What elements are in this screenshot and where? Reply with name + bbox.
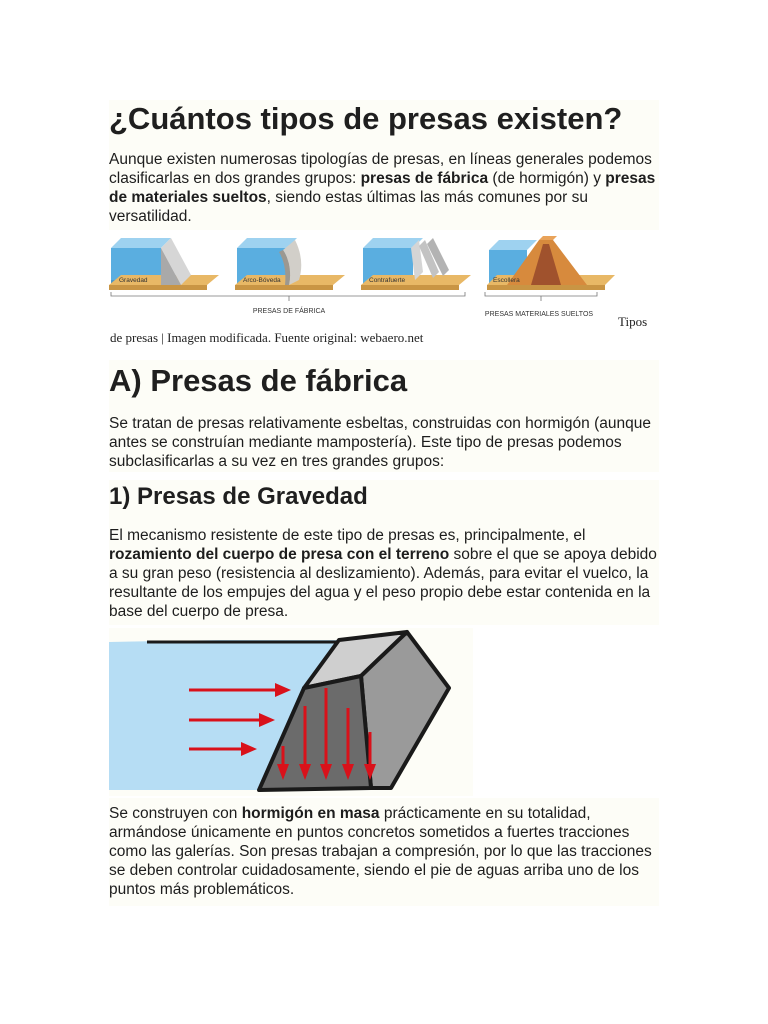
hormigon-bold-masa: hormigón en masa: [241, 805, 380, 822]
hormigon-text-2: prácticamente en su totalidad, armándose únicamente en puntos concretos sometidos a fuertes tracciones como las galerías. Son presas trabajan a compresión, por lo que las tracciones se deben controlar cuidadosamente, siendo el pie de aguas arriba uno de los puntos más problemáticos.: [109, 805, 652, 898]
intro-text-2: (de hormigón) y: [488, 170, 606, 187]
hormigon-paragraph: [109, 804, 659, 899]
section-gravedad: [109, 480, 659, 625]
figure-caption-a: Tipos: [618, 314, 648, 329]
intro-bold-fabrica: presas de fábrica: [360, 170, 489, 187]
dam-types-figure: [109, 230, 619, 322]
fabrica-paragraph: Se tratan de presas relativamente esbeltas, construidas con hormigón (aunque antes se construían mediante mampostería). Este tipo de presas podemos subclasificarlas a su vez en tres grandes grupos:: [109, 415, 651, 470]
section-gravedad-continued: [109, 798, 659, 906]
group-label-sueltos: PRESAS MATERIALES SUELTOS: [484, 311, 594, 318]
bracket-sueltos: [485, 292, 597, 301]
label-escollera: Escollera: [493, 277, 520, 284]
figure-caption-b: de presas | Imagen modificada. Fuente original: webaero.net: [110, 330, 424, 345]
gravedad-text-1: El mecanismo resistente de este tipo de presas es, principalmente, el: [109, 527, 586, 544]
heading-fabrica: A) Presas de fábrica: [109, 363, 408, 398]
intro-text-3: , siendo estas últimas las más comunes por su versatilidad.: [109, 189, 589, 225]
gravedad-bold-rozamiento: rozamiento del cuerpo de presa con el terreno: [109, 546, 450, 563]
label-arco-boveda: Arco-Bóveda: [243, 277, 281, 284]
intro-paragraph: [109, 150, 659, 226]
section-fabrica: [109, 360, 659, 472]
section-types: [109, 100, 659, 230]
gravedad-paragraph: [109, 526, 659, 621]
bracket-fabrica: [111, 292, 465, 301]
gravity-dam-illustration: [109, 628, 473, 796]
hormigon-text-1: Se construyen con: [109, 805, 242, 822]
label-contrafuerte: Contrafuerte: [369, 277, 406, 284]
gravedad-text-2: sobre el que se apoya debido a su gran peso (resistencia al deslizamiento). Además, para evitar el vuelco, la resultante de los empujes del agua y el peso propio debe estar contenida en la base del cuerpo de presa.: [109, 546, 657, 620]
label-gravedad: Gravedad: [119, 277, 148, 284]
intro-bold-sueltos: presas de materiales sueltos: [109, 170, 656, 206]
heading-types: ¿Cuántos tipos de presas existen?: [109, 101, 623, 136]
heading-gravedad: 1) Presas de Gravedad: [109, 483, 368, 510]
group-label-fabrica: PRESAS DE FÁBRICA: [252, 308, 326, 315]
intro-text-1: Aunque existen numerosas tipologías de presas, en líneas generales podemos clasificarlas en dos grandes grupos:: [109, 151, 652, 187]
